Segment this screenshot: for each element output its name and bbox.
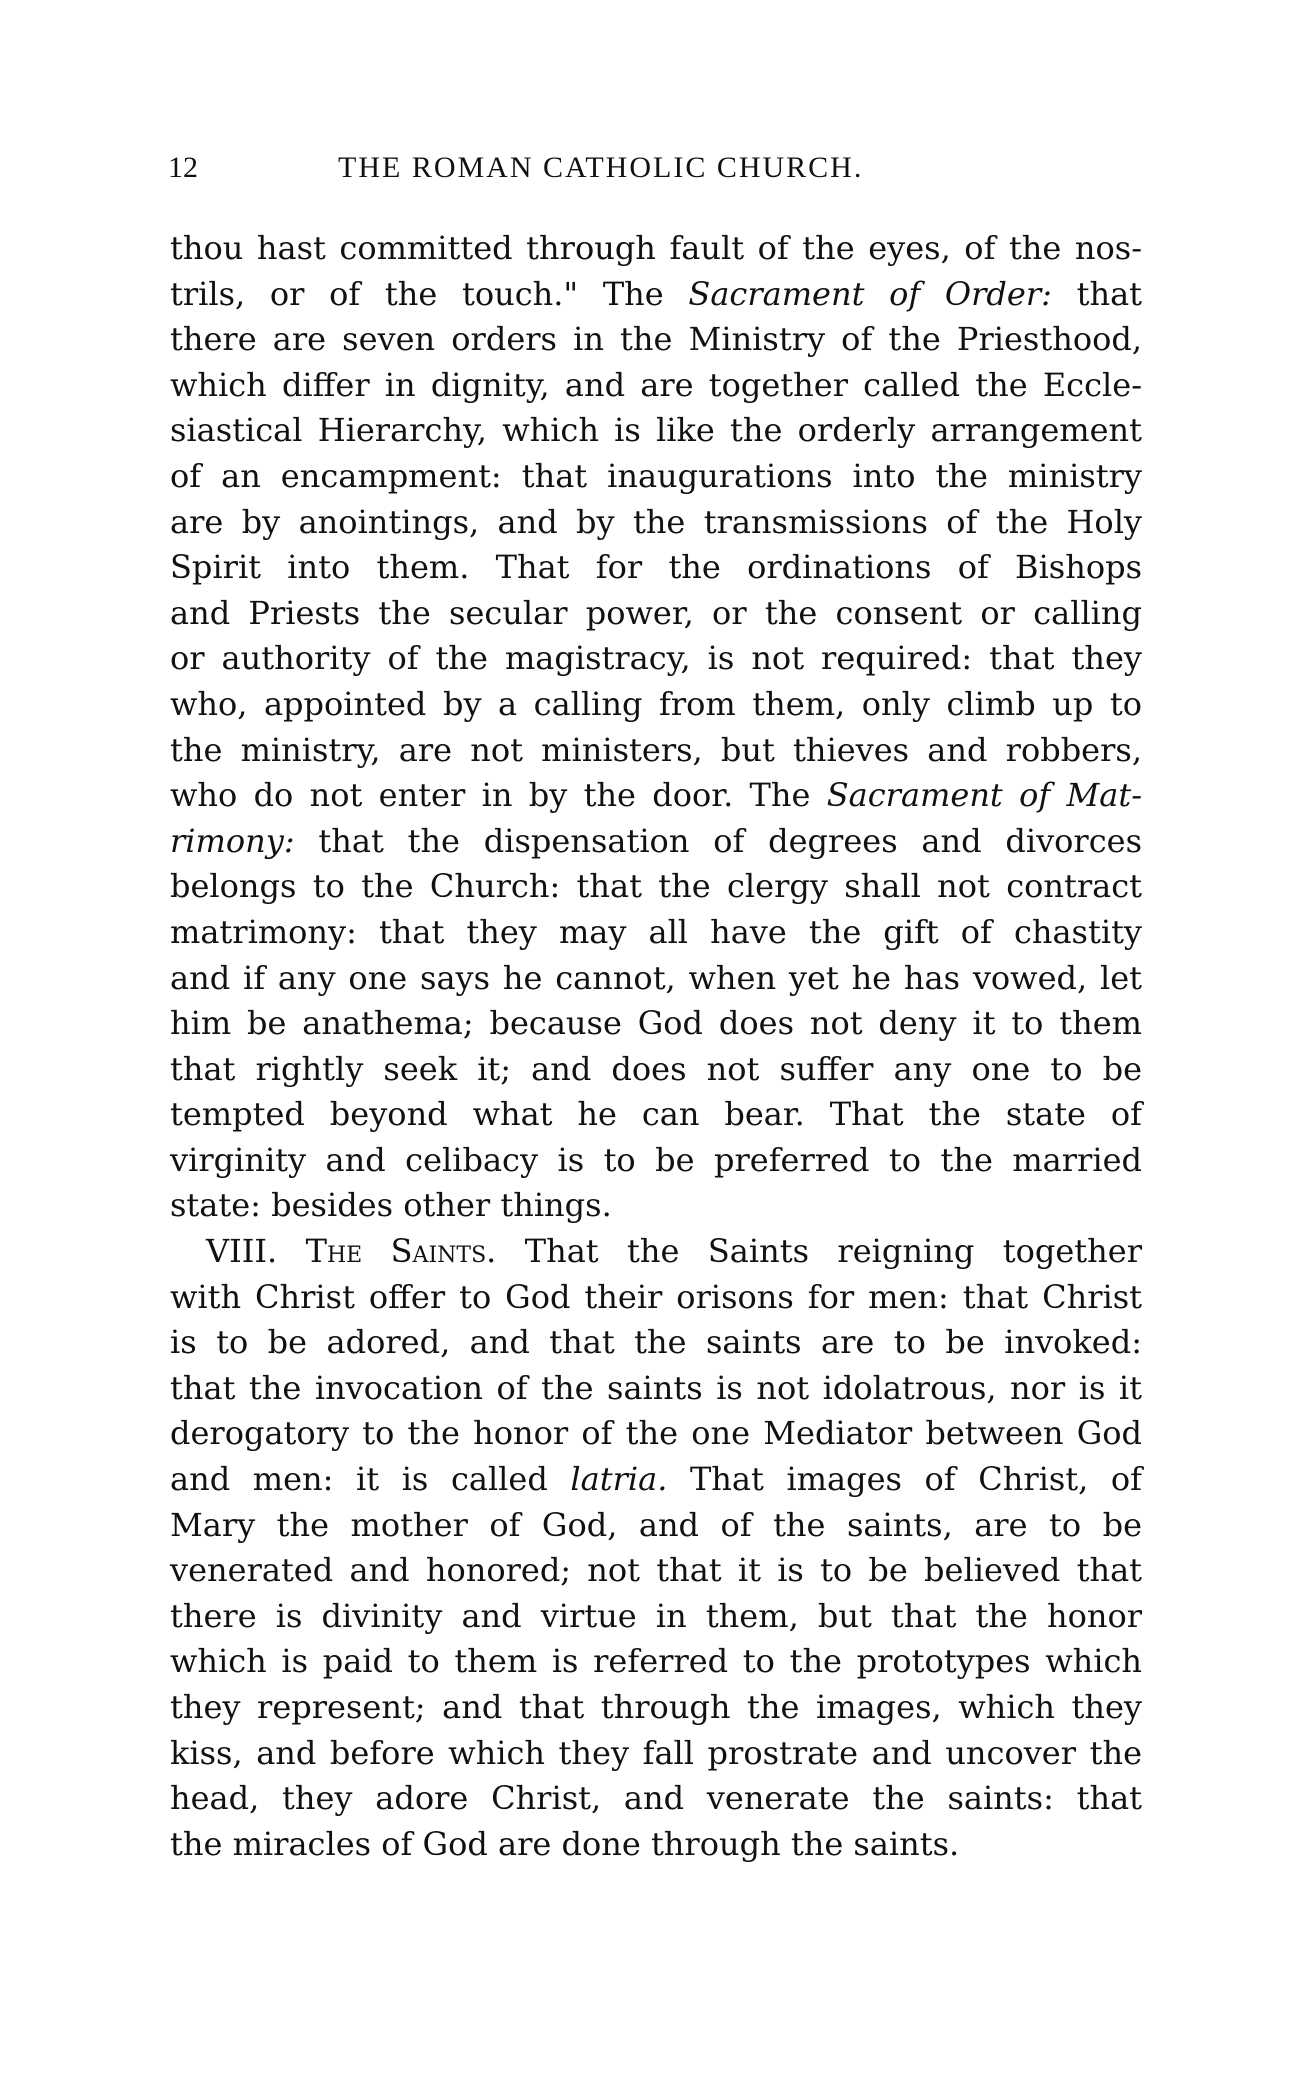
line-text: trils, or of the touch." The <box>170 274 689 313</box>
text-line <box>170 1275 1142 1321</box>
line-text: belongs to the Church: that the clergy shall not contract <box>170 867 1142 906</box>
section-heading: VIII. The Saints. <box>206 1232 497 1271</box>
text-line <box>170 636 1142 682</box>
text-line <box>170 1548 1142 1594</box>
text-line <box>170 1047 1142 1093</box>
text-line <box>170 956 1142 1002</box>
text-line <box>170 1503 1142 1549</box>
text-line <box>170 317 1142 363</box>
line-text: that <box>1051 274 1143 313</box>
text-line <box>170 454 1142 500</box>
text-line <box>170 819 1142 865</box>
line-text: who, appointed by a calling from them, only climb up to <box>170 684 1142 723</box>
line-text: him be anathema; because God does not deny it to them <box>170 1004 1142 1043</box>
line-text: which differ in dignity, and are together called the Eccle- <box>170 365 1142 404</box>
line-text: which is paid to them is referred to the prototypes which <box>170 1642 1142 1681</box>
text-line <box>170 773 1142 819</box>
running-head <box>168 148 1168 192</box>
text-line <box>170 226 1142 272</box>
text-line <box>170 864 1142 910</box>
line-text: derogatory to the honor of the one Mediator between God <box>170 1414 1142 1453</box>
text-line <box>170 910 1142 956</box>
line-text: head, they adore Christ, and venerate the saints: that <box>170 1779 1142 1818</box>
text-line <box>170 1138 1142 1184</box>
line-text: they represent; and that through the images, which they <box>170 1688 1142 1726</box>
line-text: siastical Hierarchy, which is like the orderly arrangement <box>170 411 1142 450</box>
text-line <box>170 1366 1142 1412</box>
text-line <box>170 272 1142 318</box>
italic-text: rimony: <box>170 821 295 860</box>
text-line <box>170 1320 1142 1366</box>
line-text: and men: it is called <box>170 1460 571 1499</box>
text-line <box>170 1411 1142 1457</box>
text-line <box>170 1594 1142 1640</box>
line-text: Mary the mother of God, and of the saints, are to be <box>170 1505 1142 1544</box>
line-text: and Priests the secular power, or the consent or calling <box>170 593 1142 632</box>
text-line <box>170 1229 1142 1275</box>
text-line <box>170 1183 1142 1229</box>
line-text: the ministry, are not ministers, but thieves and robbers, <box>170 730 1142 769</box>
text-line <box>170 1776 1142 1822</box>
line-text: who do not enter in by the door. The <box>170 776 827 815</box>
text-line <box>170 682 1142 728</box>
line-text: state: besides other things. <box>170 1186 612 1225</box>
line-text: That images of Christ, of <box>667 1460 1143 1499</box>
text-line <box>170 1457 1142 1503</box>
running-title: THE ROMAN CATHOLIC CHURCH. <box>338 151 864 184</box>
line-text: Spirit into them. That for the ordinations of Bishops <box>170 548 1142 587</box>
line-text: there are seven orders in the Ministry of the Priesthood, <box>170 320 1142 359</box>
line-text: of an encampment: that inaugurations into the ministry <box>170 456 1142 495</box>
text-line <box>170 408 1142 454</box>
line-text: or authority of the magistracy, is not required: that they <box>170 639 1142 678</box>
line-text: with Christ offer to God their orisons for men: that Christ <box>170 1277 1142 1316</box>
text-line <box>170 363 1142 409</box>
text-line <box>170 545 1142 591</box>
text-line <box>170 1731 1142 1777</box>
line-text: and if any one says he cannot, when yet he has vowed, let <box>170 958 1142 997</box>
text-line <box>170 1001 1142 1047</box>
line-text: kiss, and before which they fall prostrate and uncover the <box>170 1733 1142 1772</box>
page-number: 12 <box>168 151 198 184</box>
line-text: That the Saints reigning together <box>496 1232 1142 1271</box>
text-line <box>170 500 1142 546</box>
body-text <box>170 226 1142 1867</box>
text-line <box>170 1092 1142 1138</box>
text-line <box>170 1639 1142 1685</box>
line-text: are by anointings, and by the transmissions of the Holy <box>170 502 1142 541</box>
line-text: venerated and honored; not that it is to be believed that <box>170 1551 1142 1590</box>
line-text: the miracles of God are done through the saints. <box>170 1824 960 1863</box>
line-text: tempted beyond what he can bear. That the state of <box>170 1095 1142 1134</box>
text-line <box>170 1822 1142 1868</box>
line-text: is to be adored, and that the saints are to be invoked: <box>170 1323 1142 1362</box>
text-line <box>170 1685 1142 1731</box>
line-text: virginity and celibacy is to be preferred to the married <box>170 1140 1142 1179</box>
text-line <box>170 728 1142 774</box>
italic-text: Sacrament of Mat- <box>826 776 1142 815</box>
line-text: thou hast committed through fault of the eyes, of the nos- <box>170 229 1142 267</box>
italic-text: latria. <box>570 1460 668 1499</box>
line-text: there is divinity and virtue in them, but that the honor <box>170 1596 1142 1635</box>
line-text: that the dispensation of degrees and divorces <box>294 821 1142 860</box>
line-text: that rightly seek it; and does not suffer any one to be <box>170 1049 1142 1088</box>
line-text: that the invocation of the saints is not idolatrous, nor is it <box>170 1368 1142 1407</box>
line-text: matrimony: that they may all have the gift of chastity <box>170 912 1142 951</box>
italic-text: Sacrament of Order: <box>688 274 1052 313</box>
text-line <box>170 591 1142 637</box>
